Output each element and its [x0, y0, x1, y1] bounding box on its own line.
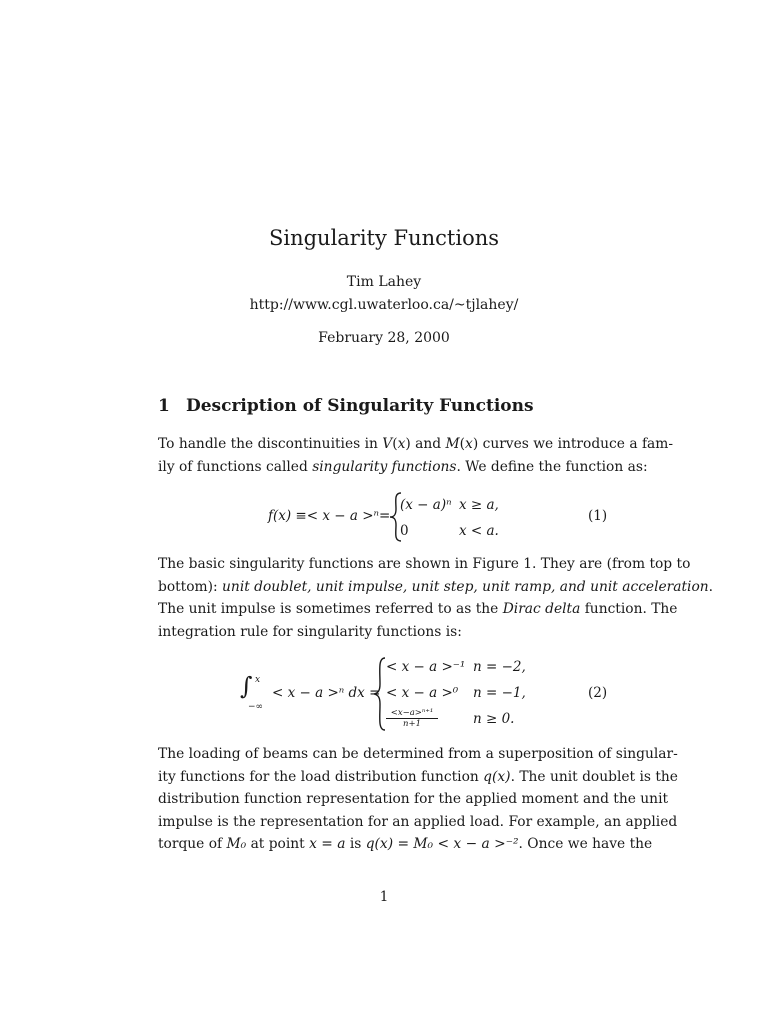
integral-upper-limit: x: [255, 675, 261, 685]
integral-sign: ∫: [240, 672, 253, 700]
paragraph-line: distribution function representation for the applied moment and the unit: [158, 791, 669, 807]
paragraph-line: ily of functions called singularity functions. We define the function as:: [158, 458, 648, 475]
section-number: 1: [158, 396, 170, 416]
eq1-case2-cond: x < a.: [459, 523, 499, 539]
integral-lower-limit: −∞: [248, 702, 264, 712]
eq2-case1-cond: n = −2,: [473, 659, 526, 675]
eq2-case3-cond: n ≥ 0.: [473, 711, 515, 727]
eq1-lhs: f(x) ≡< x − a >ⁿ=: [268, 508, 391, 524]
author-name: Tim Lahey: [346, 274, 422, 290]
paper-title: Singularity Functions: [268, 226, 500, 250]
eq1-case1-expr: (x − a)ⁿ: [400, 497, 452, 513]
eq2-case2-expr: < x − a >⁰: [386, 685, 459, 701]
paragraph-line: The basic singularity functions are shown in Figure 1. They are (from top to: [158, 556, 691, 572]
page-number: 1: [379, 889, 389, 905]
eq2-case1-expr: < x − a >⁻¹: [386, 659, 466, 675]
eq2-integrand: < x − a >ⁿ dx =: [272, 685, 381, 701]
paragraph-line: The loading of beams can be determined from a superposition of singular-: [158, 746, 678, 762]
fraction-denominator: n+1: [402, 719, 421, 729]
paragraph-line: The unit impulse is sometimes referred to as the Dirac delta function. The: [158, 601, 678, 617]
eq1-case1-cond: x ≥ a,: [459, 497, 499, 513]
paragraph-line: integration rule for singularity functions is:: [158, 623, 462, 640]
paragraph-basic: [158, 553, 714, 643]
paragraph-intro: [158, 433, 674, 478]
paragraph-loading: [158, 743, 678, 856]
paragraph-line: To handle the discontinuities in V(x) and M(x) curves we introduce a fam-: [158, 436, 674, 452]
author-url[interactable]: http://www.cgl.uwaterloo.ca/~tjlahey/: [249, 297, 519, 313]
equation-number: (2): [588, 685, 608, 701]
paper-date: February 28, 2000: [318, 330, 450, 346]
paragraph-line: ity functions for the load distribution function q(x). The unit doublet is the: [158, 768, 678, 785]
eq1-case2-expr: 0: [400, 523, 409, 539]
paragraph-line: bottom): unit doublet, unit impulse, unit step, unit ramp, and unit acceleration.: [158, 578, 714, 595]
paragraph-line: impulse is the representation for an applied load. For example, an applied: [158, 813, 678, 830]
section-heading: [158, 396, 534, 416]
section-title: Description of Singularity Functions: [186, 396, 534, 416]
paragraph-line: torque of M₀ at point x = a is q(x) = M₀ < x − a >⁻². Once we have the: [158, 836, 653, 852]
fraction-numerator: <x−a>ⁿ⁺¹: [386, 708, 438, 719]
eq2-case2-cond: n = −1,: [473, 685, 526, 701]
equation-number: (1): [588, 508, 608, 524]
eq2-case3-fraction: [386, 708, 438, 729]
